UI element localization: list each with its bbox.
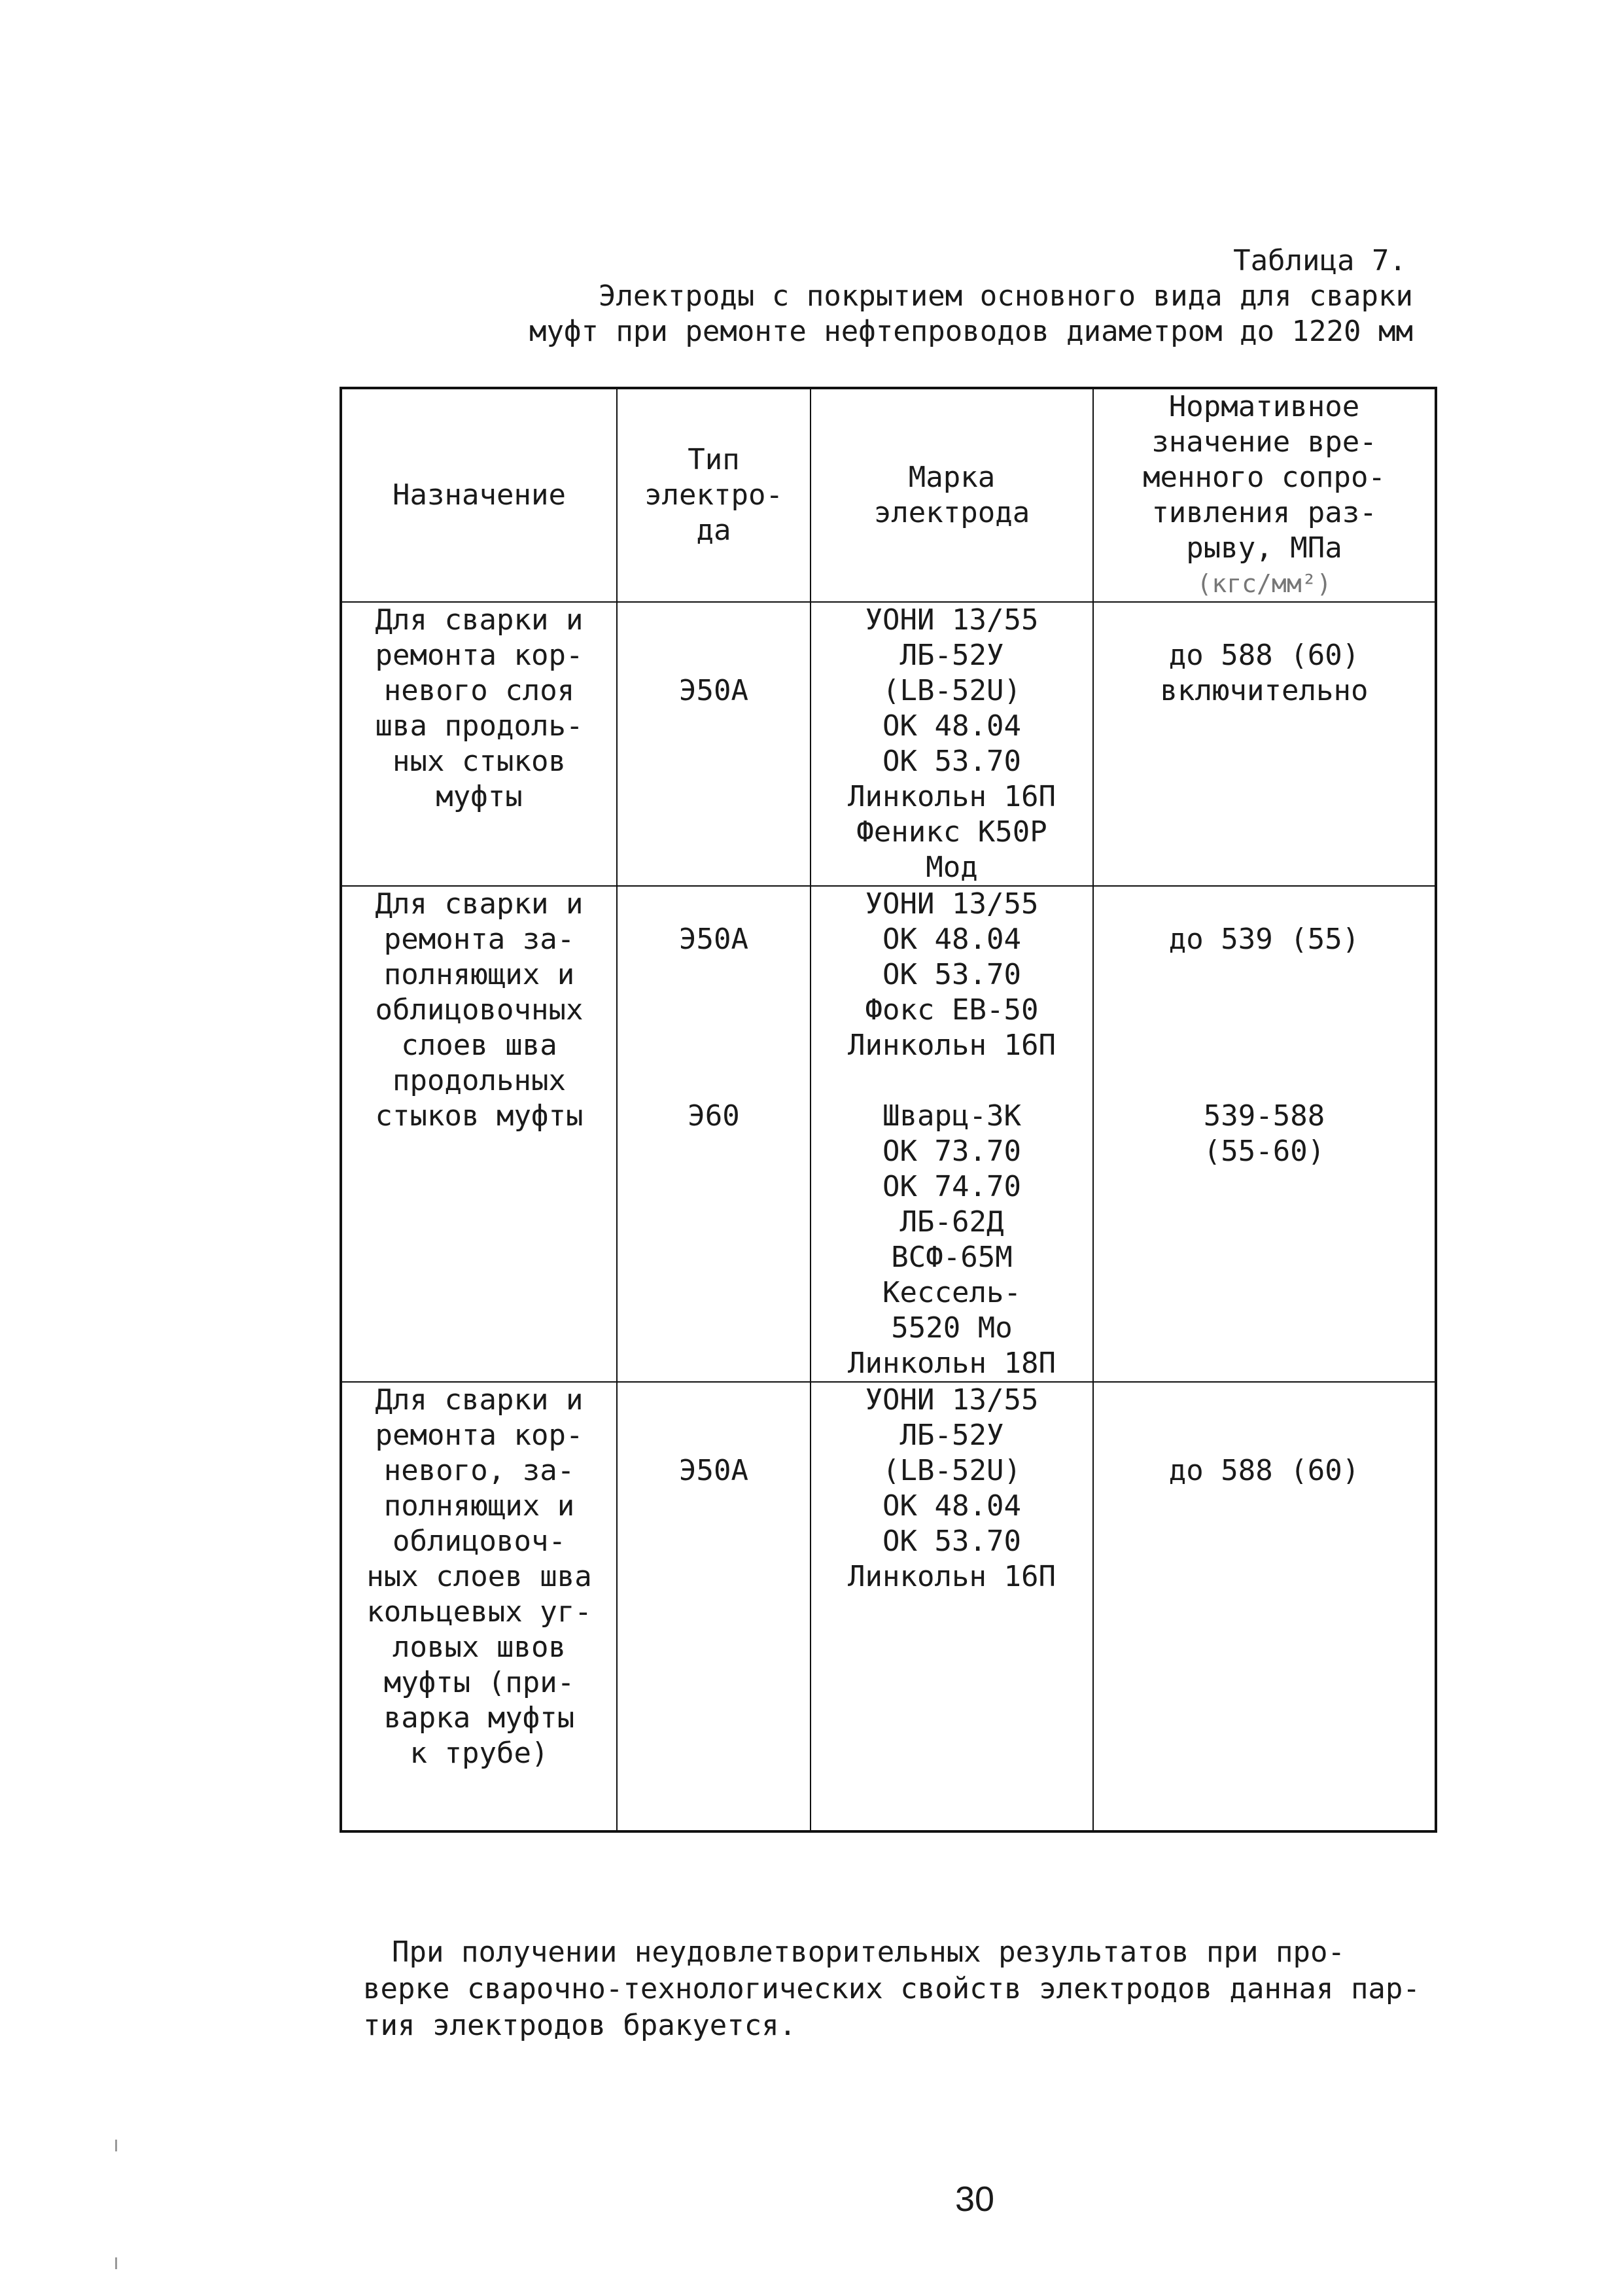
header-brand-line: Марка [908, 461, 996, 494]
table-row [341, 886, 1436, 1382]
purpose-line: стыков муфты [375, 1099, 584, 1133]
brand-line: Линкольн 16П [848, 1029, 1056, 1062]
norm-value: 539-588 [1203, 1099, 1325, 1133]
purpose-line: продольных [393, 1064, 566, 1097]
row1-type [617, 602, 811, 886]
electrode-type: Э50А [679, 1454, 748, 1487]
brand-line: УОНИ 13/55 [865, 1383, 1039, 1417]
table-header-row [341, 388, 1436, 602]
row2-norm [1093, 886, 1436, 1382]
purpose-line: к трубе) [410, 1737, 549, 1770]
purpose-line: невого, за- [383, 1454, 575, 1487]
page-number: 30 [954, 2180, 995, 2219]
purpose-line: облицовоч- [393, 1525, 566, 1558]
table-number: Таблица 7. [1233, 244, 1406, 277]
purpose-line: ремонта кор- [375, 639, 584, 672]
norm-value: до 588 (60) [1168, 639, 1360, 672]
row2-brands [811, 886, 1093, 1382]
paragraph-line: верке сварочно-технологических свойств электродов данная пар- [363, 1972, 1420, 2005]
row1-brands [811, 602, 1093, 886]
header-brand [811, 388, 1093, 602]
brand-line: (LB-52U) [882, 674, 1021, 707]
header-norm-line: тивления раз- [1151, 496, 1377, 529]
header-norm-unit: (кгс/мм²) [1196, 569, 1332, 598]
brand-line: УОНИ 13/55 [865, 887, 1039, 921]
purpose-line: ремонта за- [383, 923, 575, 956]
scan-mark [115, 2257, 117, 2269]
brand-line: ОК 53.70 [882, 745, 1021, 778]
norm-value: включительно [1160, 674, 1369, 707]
purpose-line: Для сварки и [375, 887, 584, 921]
brand-line: ЛБ-52У [899, 1419, 1004, 1452]
brand-line: Линкольн 18П [848, 1347, 1056, 1380]
purpose-line: облицовочных [375, 993, 584, 1027]
purpose-line: полняющих и [383, 958, 575, 991]
purpose-line: ных стыков [393, 745, 566, 778]
purpose-line: Для сварки и [375, 603, 584, 637]
header-type-line: электро- [644, 478, 783, 512]
brand-line: ОК 73.70 [882, 1135, 1021, 1168]
table-title-line-2: муфт при ремонте нефтепроводов диаметром до 1220 мм [529, 315, 1413, 348]
header-norm [1093, 388, 1436, 602]
brand-line: 5520 Мо [891, 1311, 1013, 1345]
scan-mark [115, 2140, 117, 2151]
table-row [341, 602, 1436, 886]
brand-line: Линкольн 16П [848, 780, 1056, 813]
row1-purpose [341, 602, 617, 886]
row3-brands [811, 1382, 1093, 1831]
table-caption [366, 243, 1413, 349]
header-purpose [341, 388, 617, 602]
brand-line: ОК 48.04 [882, 923, 1021, 956]
norm-value: (55-60) [1203, 1135, 1325, 1168]
brand-line: Фокс EB-50 [865, 993, 1039, 1027]
brand-line: Кессель- [882, 1276, 1021, 1309]
purpose-line: шва продоль- [375, 709, 584, 743]
brand-line: ЛБ-62Д [899, 1205, 1004, 1239]
purpose-line: муфты (при- [383, 1666, 575, 1699]
brand-line: Феникс К50Р [856, 815, 1047, 849]
brand-line: ОК 74.70 [882, 1170, 1021, 1203]
row2-type [617, 886, 811, 1382]
table-title-line-1: Электроды с покрытием основного вида для сварки [598, 279, 1413, 313]
header-purpose-text: Назначение [393, 478, 566, 512]
brand-line: ЛБ-52У [899, 639, 1004, 672]
brand-line: Мод [926, 851, 978, 884]
row3-type [617, 1382, 811, 1831]
purpose-line: Для сварки и [375, 1383, 584, 1417]
brand-line: ОК 53.70 [882, 958, 1021, 991]
brand-line: (LB-52U) [882, 1454, 1021, 1487]
electrode-type: Э50А [679, 923, 748, 956]
header-norm-line: менного сопро- [1143, 461, 1386, 494]
purpose-line: кольцевых уг- [366, 1595, 592, 1629]
purpose-line: ных слоев шва [366, 1560, 592, 1593]
header-norm-line: значение вре- [1151, 425, 1377, 459]
norm-value: до 588 (60) [1168, 1454, 1360, 1487]
electrode-type: Э50А [679, 674, 748, 707]
footer-paragraph [363, 1934, 1436, 2044]
brand-line: ВСФ-65М [891, 1241, 1013, 1274]
row2-purpose [341, 886, 617, 1382]
row1-norm [1093, 602, 1436, 886]
brand-line: Линкольн 16П [848, 1560, 1056, 1593]
purpose-line: полняющих и [383, 1489, 575, 1523]
header-type-line: да [696, 514, 731, 547]
electrodes-table [340, 387, 1437, 1833]
electrode-type: Э60 [688, 1099, 740, 1133]
header-type [617, 388, 811, 602]
paragraph-line: тия электродов бракуется. [363, 2009, 797, 2042]
purpose-line: варка муфты [383, 1701, 575, 1735]
purpose-line: ловых швов [393, 1631, 566, 1664]
purpose-line: муфты [436, 780, 523, 813]
brand-line: УОНИ 13/55 [865, 603, 1039, 637]
header-brand-line: электрода [873, 496, 1030, 529]
brand-line: ОК 48.04 [882, 1489, 1021, 1523]
norm-value: до 539 (55) [1168, 923, 1360, 956]
purpose-line: ремонта кор- [375, 1419, 584, 1452]
header-type-line: Тип [688, 443, 740, 476]
brand-line: Шварц-3К [882, 1099, 1021, 1133]
brand-line: ОК 48.04 [882, 709, 1021, 743]
row3-purpose [341, 1382, 617, 1831]
purpose-line: невого слоя [383, 674, 575, 707]
table-row [341, 1382, 1436, 1831]
row3-norm [1093, 1382, 1436, 1831]
purpose-line: слоев шва [401, 1029, 557, 1062]
header-norm-line: Нормативное [1168, 390, 1360, 423]
brand-line: ОК 53.70 [882, 1525, 1021, 1558]
paragraph-line: При получении неудовлетворительных результатов при про- [392, 1935, 1345, 1969]
header-norm-line: рыву, МПа [1186, 531, 1342, 565]
